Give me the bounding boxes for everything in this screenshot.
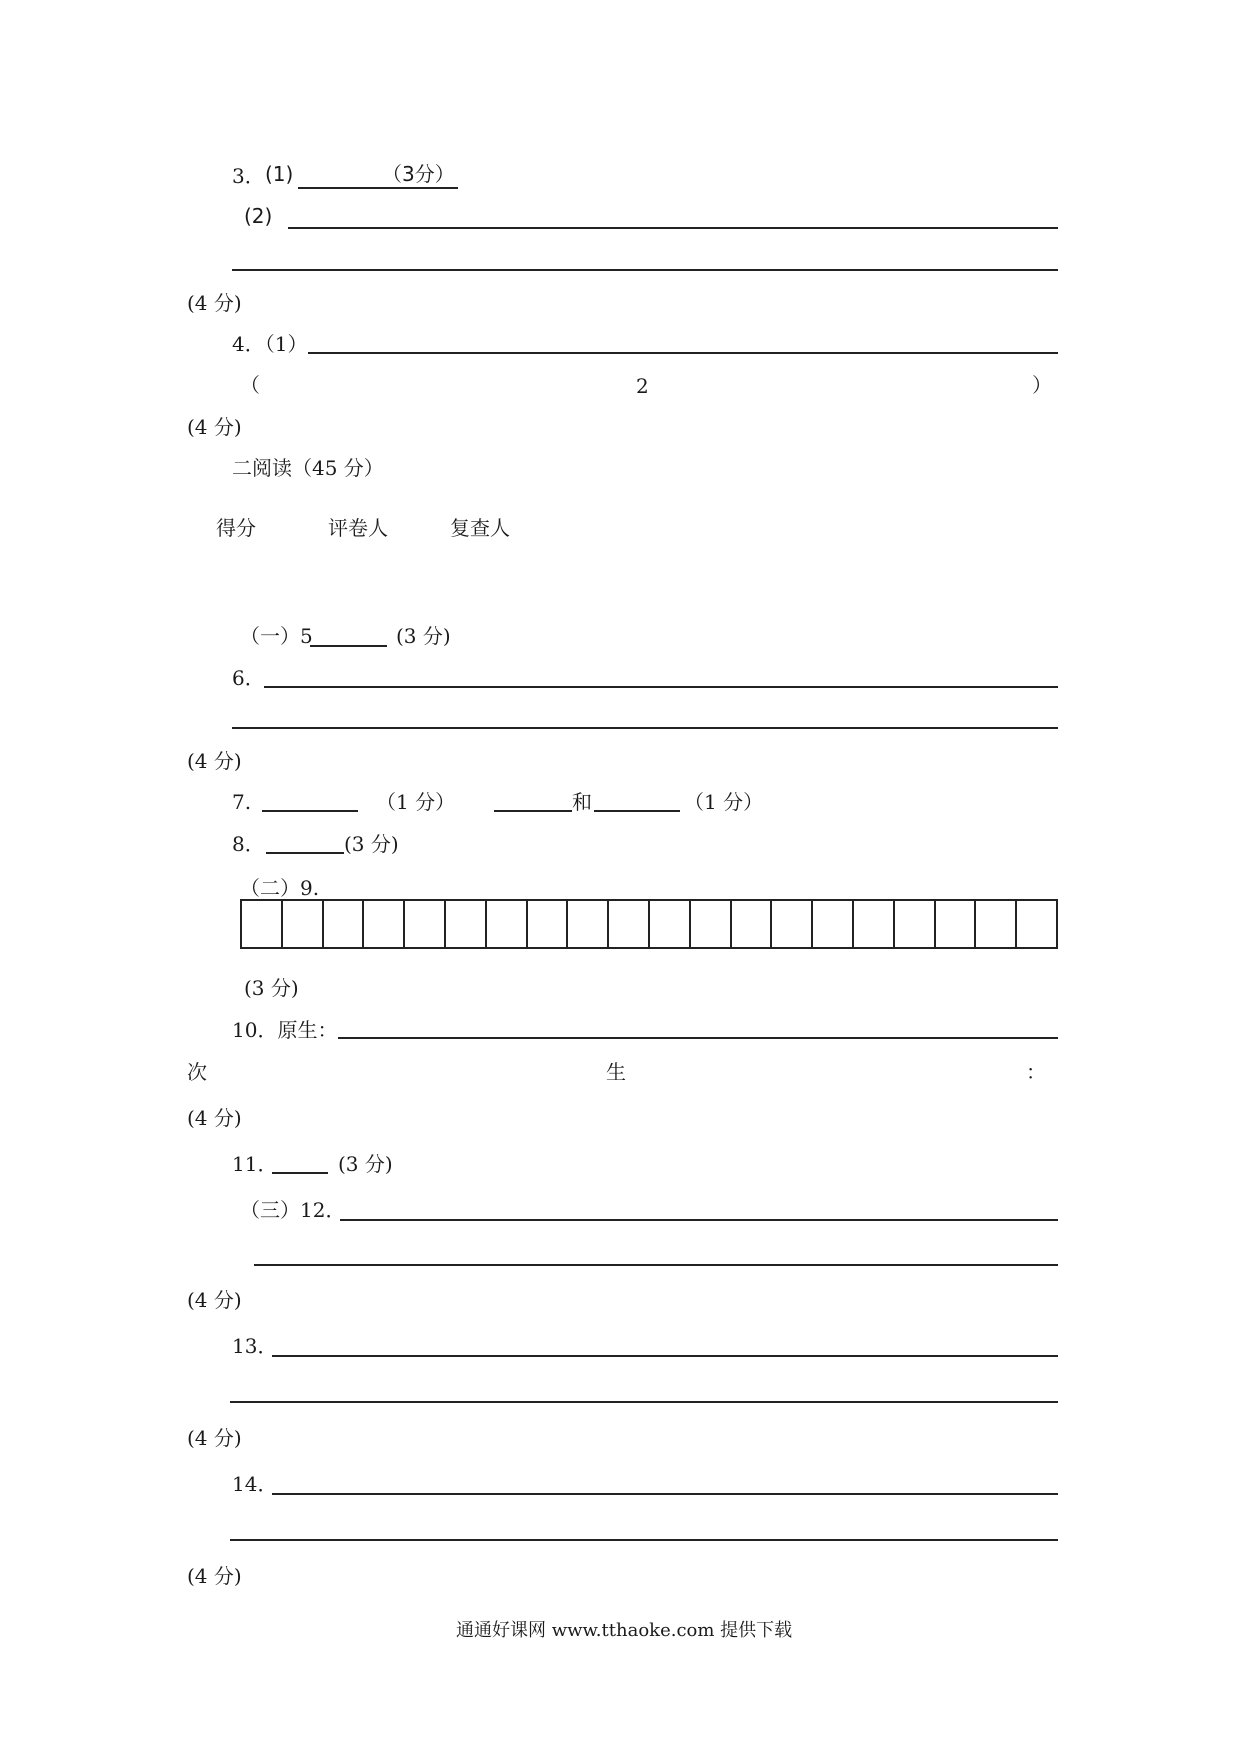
q14-number: 14． <box>232 1472 278 1496</box>
q4-part1-blank[interactable] <box>308 352 1058 354</box>
q9-grid-cell[interactable] <box>242 901 283 947</box>
q12-blank-2[interactable] <box>254 1264 1058 1266</box>
q4-part2-number: 2 <box>636 374 649 398</box>
page-footer: 通通好课网 www.tthaoke.com 提供下载 <box>456 1620 793 1641</box>
q11-number: 11． <box>232 1152 278 1176</box>
scorebox-grader: 评卷人 <box>328 516 388 540</box>
q3-part2-label: (2) <box>244 204 273 228</box>
q3-part1-label: (1) <box>265 162 294 186</box>
q9-label: （二）9. <box>240 876 320 900</box>
q6-score: (4 分) <box>187 749 242 773</box>
q11-score: (3 分) <box>338 1152 393 1176</box>
q9-grid-cell[interactable] <box>609 901 650 947</box>
q8-number: 8． <box>232 832 265 856</box>
q10-sheng: 生 <box>606 1060 626 1084</box>
q9-grid-cell[interactable] <box>772 901 813 947</box>
q11-blank[interactable] <box>272 1172 328 1174</box>
q6-blank-2[interactable] <box>232 727 1058 729</box>
q12-blank[interactable] <box>340 1219 1058 1221</box>
q9-grid-cell[interactable] <box>568 901 609 947</box>
q10-colon: ： <box>1026 1060 1046 1084</box>
q10-blank-1[interactable] <box>338 1037 1058 1039</box>
q9-grid-cell[interactable] <box>487 901 528 947</box>
q10-score: (4 分) <box>187 1106 242 1130</box>
q13-score: (4 分) <box>187 1426 242 1450</box>
q9-grid-cell[interactable] <box>364 901 405 947</box>
q3-part1-score: （3分） <box>382 162 455 186</box>
q5-blank[interactable] <box>310 645 387 647</box>
q9-grid-cell[interactable] <box>1017 901 1056 947</box>
q7-score-1: （1 分） <box>376 790 456 814</box>
q9-grid-cell[interactable] <box>283 901 324 947</box>
q7-score-2: （1 分） <box>684 790 764 814</box>
scorebox-reviewer: 复查人 <box>450 516 510 540</box>
q3-part2-blank[interactable] <box>288 227 1058 229</box>
q9-grid-cell[interactable] <box>895 901 936 947</box>
q7-blank-1[interactable] <box>262 810 358 812</box>
q9-grid-cell[interactable] <box>732 901 773 947</box>
q9-character-grid[interactable] <box>240 899 1058 949</box>
q9-grid-cell[interactable] <box>936 901 977 947</box>
q14-blank[interactable] <box>272 1493 1058 1495</box>
q7-number: 7. <box>232 790 252 814</box>
q13-number: 13． <box>232 1334 278 1358</box>
q4-number: 4．（1） <box>232 332 308 356</box>
q12-label: （三）12． <box>240 1198 346 1222</box>
q7-blank-2[interactable] <box>494 810 572 812</box>
q4-part2-open: （ <box>240 373 260 397</box>
q10-label: 10．原生： <box>232 1018 338 1042</box>
q3-part1-blank[interactable] <box>298 187 458 189</box>
scorebox-score: 得分 <box>216 516 256 540</box>
q3-part2-blank-2[interactable] <box>232 269 1058 271</box>
q8-score: (3 分) <box>344 832 399 856</box>
q9-grid-cell[interactable] <box>854 901 895 947</box>
q9-grid-cell[interactable] <box>324 901 365 947</box>
q8-blank[interactable] <box>266 852 344 854</box>
section2-title: 二阅读（45 分） <box>232 456 384 480</box>
q5-label: （一）5 <box>240 624 313 648</box>
q10-ci: 次 <box>187 1060 207 1084</box>
q6-number: 6． <box>232 666 265 690</box>
q3-score: (4 分) <box>187 291 242 315</box>
q4-part2-close: ） <box>1032 373 1052 397</box>
q9-score: (3 分) <box>244 976 299 1000</box>
q9-grid-cell[interactable] <box>650 901 691 947</box>
q12-score: (4 分) <box>187 1288 242 1312</box>
q7-blank-3[interactable] <box>594 810 680 812</box>
q14-blank-2[interactable] <box>230 1539 1058 1541</box>
q9-grid-cell[interactable] <box>446 901 487 947</box>
q13-blank-2[interactable] <box>230 1401 1058 1403</box>
q3-number: 3． <box>232 164 265 188</box>
q13-blank[interactable] <box>272 1355 1058 1357</box>
q9-grid-cell[interactable] <box>976 901 1017 947</box>
q9-grid-cell[interactable] <box>813 901 854 947</box>
q6-blank[interactable] <box>264 686 1058 688</box>
q7-and: 和 <box>572 790 592 814</box>
q5-score: (3 分) <box>396 624 451 648</box>
q4-score: (4 分) <box>187 415 242 439</box>
q14-score: (4 分) <box>187 1564 242 1588</box>
q9-grid-cell[interactable] <box>405 901 446 947</box>
q9-grid-cell[interactable] <box>691 901 732 947</box>
q9-grid-cell[interactable] <box>528 901 569 947</box>
